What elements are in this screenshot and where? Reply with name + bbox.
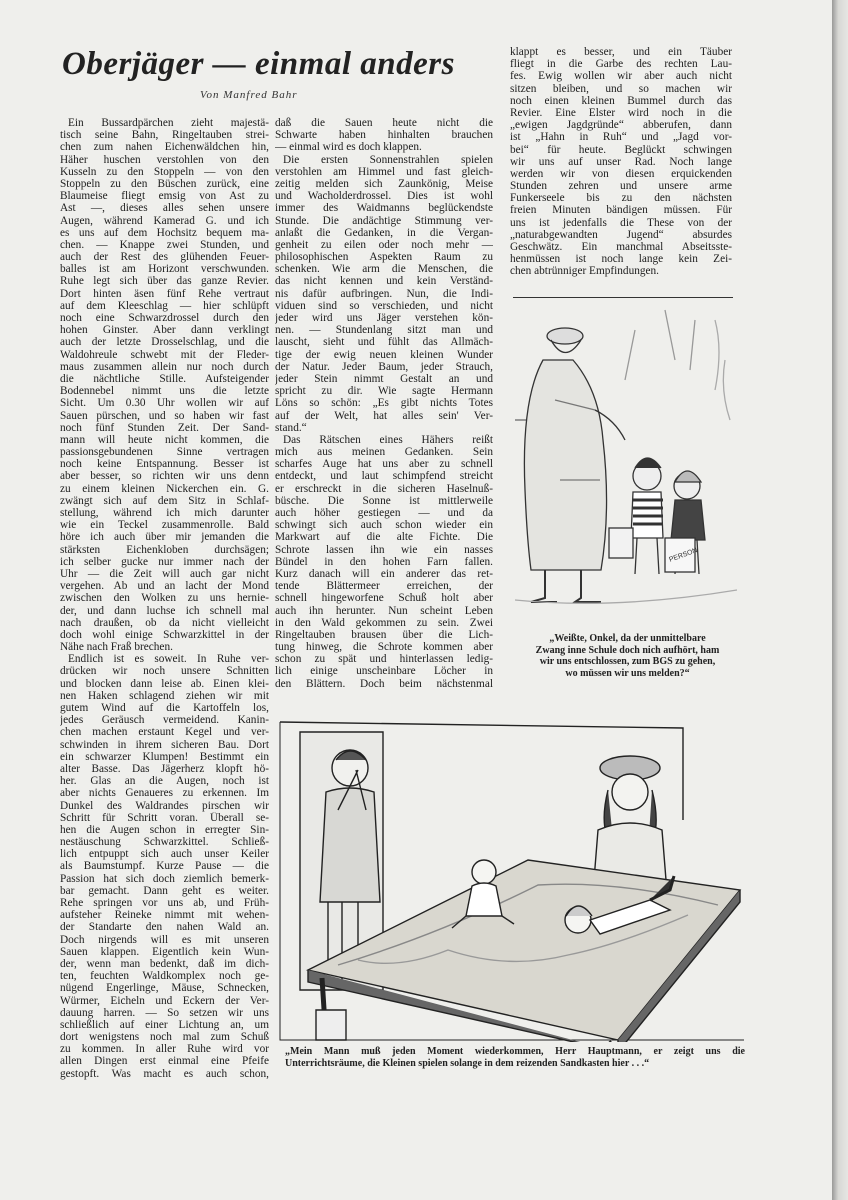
text-line: der Standarte den nahen Wald an. <box>60 921 269 934</box>
text-line: den Blättern. Doch beim nächstenmal <box>275 677 493 690</box>
article-column-3 <box>510 46 732 278</box>
text-line: Rehe springen vor uns ab, und Früh- <box>60 897 269 909</box>
scan-edge-shadow <box>832 0 848 1200</box>
text-line: drücken wir noch unsere Schnitten <box>60 665 269 678</box>
text-line: zu kommen. In aller Ruhe wird vor <box>60 1043 269 1056</box>
caption-line: wo müssen wir uns melden?“ <box>565 667 690 679</box>
text-line: wir uns auf unser Rad. Noch lange <box>510 155 732 168</box>
text-line: klappt es besser, und ein Täuber <box>510 46 732 58</box>
text-line: tung hinweg, die Schrote kommen aber <box>275 641 493 654</box>
text-line: nach draußen, ob da nicht vielleicht <box>60 616 269 629</box>
text-line: Nähe nach Fraß brechen. <box>60 641 173 654</box>
text-line: Sauen pürschen, und so haben wir fast <box>60 409 269 422</box>
text-line: bar gemacht. Dann geht es weiter. <box>60 884 269 897</box>
article-column-1 <box>60 117 269 1080</box>
text-line: Schritt für Schritt voran. Überall se- <box>60 811 269 824</box>
text-line: stellung, während ich mich darunter <box>60 507 269 519</box>
text-line: henmüssen ist noch lange kein Zei- <box>510 253 732 266</box>
text-line: maus zusammen allein nur noch durch <box>60 360 269 373</box>
text-line: Waldohreule schwebt mit der Fleder- <box>60 348 269 361</box>
text-line: aber nichts Genaueres zu erkennen. Im <box>60 787 269 800</box>
text-line: Uhr — die Zeit will auch gar nicht <box>60 567 269 580</box>
text-line: chen. — Knappe zwei Stunden, und <box>60 238 269 251</box>
article-byline: Von Manfred Bahr <box>200 89 298 101</box>
text-line: lich entpuppt sich auch unser Keiler <box>60 848 269 861</box>
text-line: allen Dingen erst einmal eine Pfeife <box>60 1055 269 1068</box>
text-line: ich selber gucke nur immer nach der <box>60 555 269 568</box>
text-line: der, wenn man bedenkt, daß im dich- <box>60 957 269 970</box>
text-line: mann will heute nicht kommen, die <box>60 433 269 446</box>
text-line: nen. — Stundenlang sitzt man und <box>275 324 493 337</box>
text-line: Ein Bussardpärchen zieht majestä- <box>68 117 269 129</box>
text-line: Passion hat sich doch ziemlich bemerk- <box>60 872 269 885</box>
text-line: — einmal wird es doch klappen. <box>275 141 422 154</box>
text-line: mich aus meinen Gedanken. Sein <box>275 446 493 459</box>
text-line: entdeckt, und laut schimpfend streicht <box>275 470 493 483</box>
text-line: noch eine Schwarzdrossel durch den <box>60 312 269 324</box>
paragraph <box>275 434 493 690</box>
text-line: philosophischen Aspekten Raum zu <box>275 251 493 264</box>
paragraph <box>60 653 269 1080</box>
text-line: balles ist am Horizont verschwunden. <box>60 263 269 276</box>
text-line: Häher huschen verstohlen von den <box>60 153 269 166</box>
text-line: Dort hinten äsen fünf Rehe vertraut <box>60 287 269 300</box>
text-line: auf der Welt, hat alles sein' Ver- <box>275 409 493 422</box>
text-line: chen abtrünniger Empfindungen. <box>510 265 660 278</box>
text-line: genheit zu eilen oder noch mehr — <box>275 238 493 251</box>
text-line: Stoppeln zu den Büschen zurück, eine <box>60 177 269 190</box>
text-line: wie ein Teckel zusammenrolle. Bald <box>60 519 269 532</box>
text-line: immer des Waidmanns beglückendste <box>275 202 493 215</box>
text-line: Geschwätz. Ein manchmal Abseitsste- <box>510 241 732 253</box>
text-line: daß die Sauen heute nicht die <box>275 117 493 129</box>
text-line: ein schwarzer Klumpen! Bestimmt ein <box>60 750 269 763</box>
text-line: jeder wird uns Jäger verstehen kön- <box>275 312 493 324</box>
text-line: freien Minuten bändigen müssen. Für <box>510 204 732 217</box>
text-line: Funkerseele bis zu den nächsten <box>510 192 732 205</box>
text-line: zeitig melden sich Zaunkönig, Meise <box>275 177 493 190</box>
text-line: Revier. Eine Elster wird noch in die <box>510 106 732 119</box>
text-line: schwingt sich auch schon wieder ein <box>275 519 493 532</box>
text-line: nügend Engerlinge, Mäuse, Schnecken, <box>60 982 269 995</box>
text-line: alter Basse. Das Jägerherz klopft hö- <box>60 762 269 775</box>
suitcase-label: PERSON <box>668 547 699 564</box>
text-line: schnell hingeworfene Schuß holt aber <box>275 592 493 605</box>
text-line: gutem Wind auf die Kartoffeln los, <box>60 702 269 714</box>
text-line: Ruhe legt sich über das ganze Revier. <box>60 275 269 288</box>
text-line: schwinden in ihrem sicheren Bau. Dort <box>60 738 269 751</box>
text-line: nen Haken schlagend ziehen wir mit <box>60 689 269 702</box>
text-line: auch der Rest des glühenden Feuer- <box>60 251 269 264</box>
text-line: lich einige unscheinbare Löcher in <box>275 665 493 678</box>
text-line: Augen, während Kamerad G. und ich <box>60 214 269 227</box>
text-line: bei“ für heute. Beglückt schwingen <box>510 143 732 156</box>
text-line: und blocken dann leise ab. Einen klei- <box>60 677 269 690</box>
text-line: Doch nirgends will es mit unseren <box>60 933 269 946</box>
text-line: Sauen klappen. Eigentlich kein Wun- <box>60 945 269 958</box>
text-line: fes. Ewig wollen wir aber auch nicht <box>510 70 732 83</box>
text-line: Bodennebel nimmt uns die letzte <box>60 385 269 398</box>
text-line: die nächtliche Stille. Aufsteigender <box>60 372 269 385</box>
text-line: stand.“ <box>275 421 307 434</box>
text-line: Bündel in den hohen Farn fallen. <box>275 555 493 568</box>
text-line: aufsteher Reineke nimmt mit wehen- <box>60 909 269 922</box>
text-line: Dunkel des Waldrandes pirschen wir <box>60 799 269 812</box>
text-line: Ast —, dieses alles sehen unsere <box>60 202 269 215</box>
text-line: zu einem kleinen Nickerchen ein. G. <box>60 482 269 495</box>
text-line: tende Blättermeer erreichen, der <box>275 580 493 593</box>
text-line: Das Rätschen eines Hähers reißt <box>283 433 493 446</box>
text-line: auf dem Kleeschlag — hier schlüpft <box>60 299 269 312</box>
text-line: Endlich ist es soweit. In Ruhe ver- <box>68 653 269 666</box>
text-line: nis dafür aufbringen. Nun, die Indi- <box>275 287 493 300</box>
text-line: Löns so schön: „Es gibt nichts Totes <box>275 397 493 410</box>
text-line: Sicht. Um 0.30 Uhr wollen wir auf <box>60 397 269 410</box>
text-line: noch fünf Stunden Zeit. Der Sand- <box>60 421 269 434</box>
text-line: hen die Augen schon in erregter Sin- <box>60 823 269 836</box>
text-line: schenken. Wie arm die Menschen, die <box>275 263 493 276</box>
text-line: stärksten Eichenkloben durchsägen; <box>60 543 269 556</box>
text-line: es uns auf dem Hochsitz bequem ma- <box>60 226 269 239</box>
text-line: passionsgebundenen Sinne vertragen <box>60 446 269 459</box>
text-line: auch ihn herunter. Nun scheint Leben <box>275 604 493 617</box>
text-line: Stunden zehren und unsere arme <box>510 180 732 193</box>
text-line: verstohlen am Himmel und fast gleich- <box>275 165 493 178</box>
text-line: ist „Hahn in Ruh“ und „Jagd vor- <box>510 131 732 144</box>
text-line: nestäuschung Schwarzkittel. Schließ- <box>60 836 269 849</box>
paragraph <box>275 154 493 434</box>
paragraph <box>60 117 269 653</box>
text-line: zwängt sich auf dem Sitz in Schlaf- <box>60 494 269 507</box>
text-line: anlaßt die Gedanken, in die Vergan- <box>275 226 493 239</box>
text-line: auch der letzte Drosselschlag, und die <box>60 336 269 349</box>
text-line: er erschreckt in die sicheren Haselnuß- <box>275 482 493 495</box>
text-line: Schwarte haben hinhalten brauchen <box>275 129 493 142</box>
cartoon-2-caption <box>285 1046 745 1069</box>
text-line: das nicht kennen und kein Verständ- <box>275 275 493 288</box>
text-line: Schrote lassen ihn wie ein nasses <box>275 543 493 556</box>
text-line: uns ist jedenfalls die These von der <box>510 216 732 229</box>
text-line: und Wacholderdrossel. Dies ist wohl <box>275 190 493 203</box>
cartoon-sandbox <box>278 720 748 1042</box>
text-line: „naturabgewandten Jugend“ absurdes <box>510 228 732 241</box>
text-line: Kusseln zu den Stoppeln — von den <box>60 165 269 178</box>
text-line: fliegt in die Garbe des rechten Lau- <box>510 58 732 71</box>
text-line: chen machen erstaunt Kegel und ver- <box>60 726 269 739</box>
caption-line: „Mein Mann muß jeden Moment wiederkommen, Herr Hauptmann, er zeigt uns die <box>285 1046 745 1057</box>
text-line: chen zum nahen Eichenwäldchen hin, <box>60 141 269 154</box>
text-line: der, und dann luchse ich schnell mal <box>60 604 269 617</box>
text-line: Markwart auf die alte Fichte. Die <box>275 531 493 544</box>
divider-rule <box>513 297 733 298</box>
text-line: jeder Stein nimmt Gestalt an und <box>275 372 493 385</box>
text-line: tige der ewig neuen kleinen Wunder <box>275 348 493 361</box>
text-line: schließlich auf einer Lichtung an, um <box>60 1018 269 1031</box>
text-line: gestopft. Was macht es auch schon, <box>60 1067 269 1080</box>
text-line: spricht zu dir. Wie sagte Hermann <box>275 385 493 398</box>
text-line: vergehen. Ab und an lacht der Mond <box>60 580 269 593</box>
text-line: schon zu spät und hinterlassen ledig- <box>275 653 493 666</box>
text-line: jedes Geräusch vermeidend. Kanin- <box>60 714 269 727</box>
text-line: büsche. Die Sonne ist mittlerweile <box>275 494 493 507</box>
text-line: der Natur. Jeder Baum, jeder Strauch, <box>275 360 493 373</box>
article-title: Oberjäger — einmal anders <box>62 46 455 82</box>
text-line: „ewigen Jagdgründe“ abberufen, dann <box>510 119 732 132</box>
text-line: höre ich auch über mir jemanden die <box>60 531 269 544</box>
text-line: sitzen bleiben, und so machen wir <box>510 82 732 95</box>
text-line: her. Glas an die Augen, noch ist <box>60 775 269 788</box>
text-line: noch einen kleinen Bummel durch das <box>510 94 732 107</box>
text-line: noch keine Entspannung. Besser ist <box>60 458 269 471</box>
text-line: tisch seine Bahn, Ringeltauben strei- <box>60 129 269 142</box>
text-line: dort wenigstens noch mal zum Schuß <box>60 1031 269 1044</box>
text-line: ten, feuchten Waldkomplex noch ge- <box>60 970 269 983</box>
text-line: Würmer, Eicheln und Eckern der Ver- <box>60 994 269 1007</box>
text-line: hohen Ginster. Aber dann verklingt <box>60 324 269 337</box>
text-line: scharfes Auge hat uns aber zu schnell <box>275 458 493 471</box>
text-line: in den Wald gekommen zu sein. Zwei <box>275 616 493 629</box>
text-line: dauung harren. — So setzen wir uns <box>60 1006 269 1019</box>
text-line: Ringeltauben brausen über die Lich- <box>275 628 493 641</box>
cartoon-officer-boys <box>515 300 737 628</box>
text-line: auch höher gestiegen — und da <box>275 507 493 519</box>
text-line: Kurz danach will ein anderer das ret- <box>275 567 493 580</box>
article-column-2 <box>275 117 493 690</box>
paragraph <box>275 117 493 154</box>
text-line: Blaumeise fliegt emsig von Ast zu <box>60 190 269 203</box>
cartoon-1-caption <box>515 633 740 679</box>
text-line: lauscht, sieht und fühlt das Allmäch- <box>275 336 493 349</box>
caption-line: Unterrichtsräume, die Kleinen spielen solange in dem reizenden Sandkasten hier . . .“ <box>285 1057 650 1069</box>
paragraph <box>510 46 732 278</box>
text-line: Die ersten Sonnenstrahlen spielen <box>283 153 493 166</box>
text-line: zwischen den Wolken zu uns hernie- <box>60 592 269 605</box>
text-line: aber besser, so richten wir uns denn <box>60 470 269 483</box>
caption-line: wir uns entschlossen, zum BGS zu gehen, <box>539 656 716 667</box>
text-line: werden wir von diesen erquickenden <box>510 167 732 180</box>
caption-line: „Weißte, Onkel, da der unmittelbare <box>549 633 706 644</box>
text-line: viduen sind so verschieden, und nicht <box>275 299 493 312</box>
text-line: doch wohl einige Schwarzkittel in der <box>60 628 269 641</box>
text-line: Stunde. Die andächtige Stimmung ver- <box>275 214 493 227</box>
caption-line: Zwang inne Schule doch nich aufhört, ham <box>535 644 720 656</box>
text-line: als Baumstumpf. Kurze Pause — die <box>60 860 269 873</box>
